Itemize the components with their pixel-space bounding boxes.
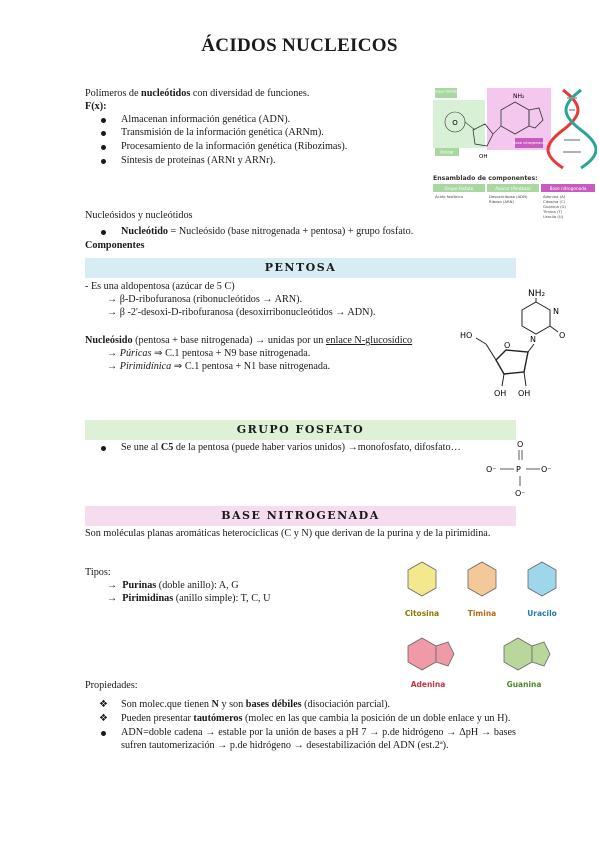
timina-ring xyxy=(468,562,496,596)
adenina-ring-6 xyxy=(408,638,436,670)
fig-o-left: O⁻ xyxy=(486,465,497,474)
col3-head: Base nitrogenada xyxy=(549,186,587,191)
adenina-ring-5 xyxy=(436,642,454,666)
figure-col-item: Ácido fosfórico xyxy=(435,194,463,199)
fig-o-bottom: O⁻ xyxy=(515,489,526,498)
nucleoside-figure xyxy=(458,282,578,402)
helix-strand-teal xyxy=(566,90,596,168)
phosphate-figure xyxy=(486,438,556,502)
components-label: Componentes xyxy=(85,239,145,251)
props-list-2 xyxy=(85,727,516,753)
uracilo-ring xyxy=(528,562,556,596)
pentosa-line: - Es una aldopentosa (azúcar de 5 C) xyxy=(85,281,235,292)
fig-o-carbonyl: O xyxy=(559,331,566,340)
pyrimidine-ring xyxy=(522,302,550,334)
pirimidinica-line: → Pirimidínica ⇒ C.1 pentosa + N1 base nitrogenada. xyxy=(107,360,331,372)
pirimidinas-line: → Pirimidinas (anillo simple): T, C, U xyxy=(107,592,271,604)
fig-n: N xyxy=(553,307,559,316)
base-tipos xyxy=(85,567,385,605)
pentosa-section xyxy=(85,281,465,374)
purinas-line: → Purinas (doble anillo): A, G xyxy=(107,579,239,591)
fig-n1: N xyxy=(530,335,536,344)
list-item: ❖ Son molec.que tienen N y son bases débiles (disociación parcial). xyxy=(85,699,516,712)
assembly-title: Ensamblado de componentes: xyxy=(433,175,538,182)
functions-list xyxy=(85,114,425,168)
intro-line: Polímeros de nucleótidos con diversidad de funciones. xyxy=(85,88,310,99)
base-banner: BASE NITROGENADA xyxy=(85,506,516,526)
list-item: ❖ Pueden presentar tautómeros (molec en las que cambia la posición de un doble enlace y un H). xyxy=(85,713,516,726)
tipos-label: Tipos: xyxy=(85,567,111,578)
guanina-ring-6 xyxy=(504,638,532,670)
timina-label: Timina xyxy=(467,609,497,618)
col1-head: Grupo fosfato xyxy=(444,186,474,191)
nucleosides-section xyxy=(85,210,515,252)
col2-head: Azúcar (Pentosa) xyxy=(495,186,531,191)
pentosa-arrow-2: → β -2'-desoxi-D-ribofuranosa (desoxirribonucleótidos → ADN). xyxy=(107,306,376,318)
fig-ho: HO xyxy=(460,331,473,340)
figure-col-item: Timina (T) xyxy=(543,209,563,214)
phosphate-diagram xyxy=(486,438,556,502)
nucleosides-list xyxy=(85,226,515,239)
figure-col-item: Citosina (C) xyxy=(543,199,566,204)
ribose-ring xyxy=(496,350,528,374)
function-item: Transmisión de la información genética (ARNm). xyxy=(85,127,425,140)
function-item: Síntesis de proteínas (ARNt y ARNr). xyxy=(85,155,425,168)
fig-oh-3: OH xyxy=(518,389,531,398)
figure-col-item: Desoxirribosa (ADN) xyxy=(489,194,528,199)
props-section xyxy=(85,680,516,754)
base-tag-label: Base nitrogenada xyxy=(513,141,545,145)
list-item: Nucleótido = Nucleósido (base nitrogenada + pentosa) + grupo fosfato. xyxy=(85,226,515,239)
fig-o-top: O xyxy=(517,440,524,449)
fig-o-right: O⁻ xyxy=(541,465,552,474)
uracilo-label: Uracilo xyxy=(527,609,557,618)
function-item: Procesamiento de la información genética (Ribozimas). xyxy=(85,141,425,154)
guanina-ring-5 xyxy=(532,642,550,666)
citosina-label: Citosina xyxy=(404,609,440,618)
fosfato-list xyxy=(85,442,480,455)
functions-label: F(x): xyxy=(85,100,107,112)
nucleoside-diagram xyxy=(458,282,578,402)
adenina-label: Adenina xyxy=(410,680,446,689)
nh2-label: NH₂ xyxy=(513,93,525,100)
puricas-line: → Púricas ⇒ C.1 pentosa + N9 base nitrogenada. xyxy=(107,348,311,359)
guanina-label: Guanina xyxy=(506,680,542,689)
fig-nh2: NH₂ xyxy=(528,289,546,299)
phosphate-highlight xyxy=(433,100,485,148)
props-heading: Propiedades: xyxy=(85,680,138,691)
figure-col-item: Ribosa (ARN) xyxy=(489,199,514,204)
fosfato-banner: GRUPO FOSFATO xyxy=(85,420,516,440)
list-item: ADN=doble cadena → estable por la unión de bases a pH 7 → p.de hidrógeno → ΔpH → bases sufren tautomerización → p.de hidrógeno → desestabilización del ADN (est.2ª). xyxy=(85,727,516,753)
page-title: ÁCIDOS NUCLEICOS xyxy=(201,35,398,56)
col3-items xyxy=(542,194,567,219)
function-item: Almacenan información genética (ADN). xyxy=(85,114,425,127)
bases-figure xyxy=(392,554,572,694)
col1-items xyxy=(435,194,464,199)
intro-section xyxy=(85,88,425,169)
col2-items xyxy=(489,194,528,204)
citosina-ring xyxy=(408,562,436,596)
nucleosido-line: Nucleósido (pentosa + base nitrogenada) → unidas por un enlace N-glucosídico xyxy=(85,335,413,347)
bases-diagram xyxy=(392,554,572,694)
nucleotide-diagram xyxy=(431,80,597,222)
nucleosides-heading: Nucleósidos y nucleótidos xyxy=(85,210,193,221)
sugar-tag-label: Azúcar xyxy=(440,149,454,155)
phosphate-tag-label: Grupo fosfato xyxy=(433,89,459,94)
nucleotide-figure xyxy=(431,80,597,222)
figure-col-item: Guanina (G) xyxy=(543,204,566,209)
base-intro: Son moléculas planas aromáticas heterocíclicas (C y N) que derivan de la purina y de la pirimidina. xyxy=(85,528,491,539)
pentosa-banner: PENTOSA xyxy=(85,258,516,278)
pentosa-arrow-1: → β-D-ribofuranosa (ribonucleótidos → ARN). xyxy=(107,293,303,305)
figure-col-item: Adenina (A) xyxy=(543,194,566,199)
phosphate-o: O xyxy=(452,119,458,127)
figure-col-item: Uracilo (U) xyxy=(543,214,564,219)
list-item: Se une al C5 de la pentosa (puede haber varios unidos) →monofosfato, difosfato… xyxy=(85,442,480,455)
fig-o-ring: O xyxy=(504,341,511,350)
fig-p: P xyxy=(516,465,521,474)
fig-oh-2: OH xyxy=(494,389,507,398)
oh-label: OH xyxy=(479,154,488,160)
props-list xyxy=(85,699,516,726)
helix-strand-red xyxy=(548,90,578,168)
fosfato-section xyxy=(85,442,480,456)
